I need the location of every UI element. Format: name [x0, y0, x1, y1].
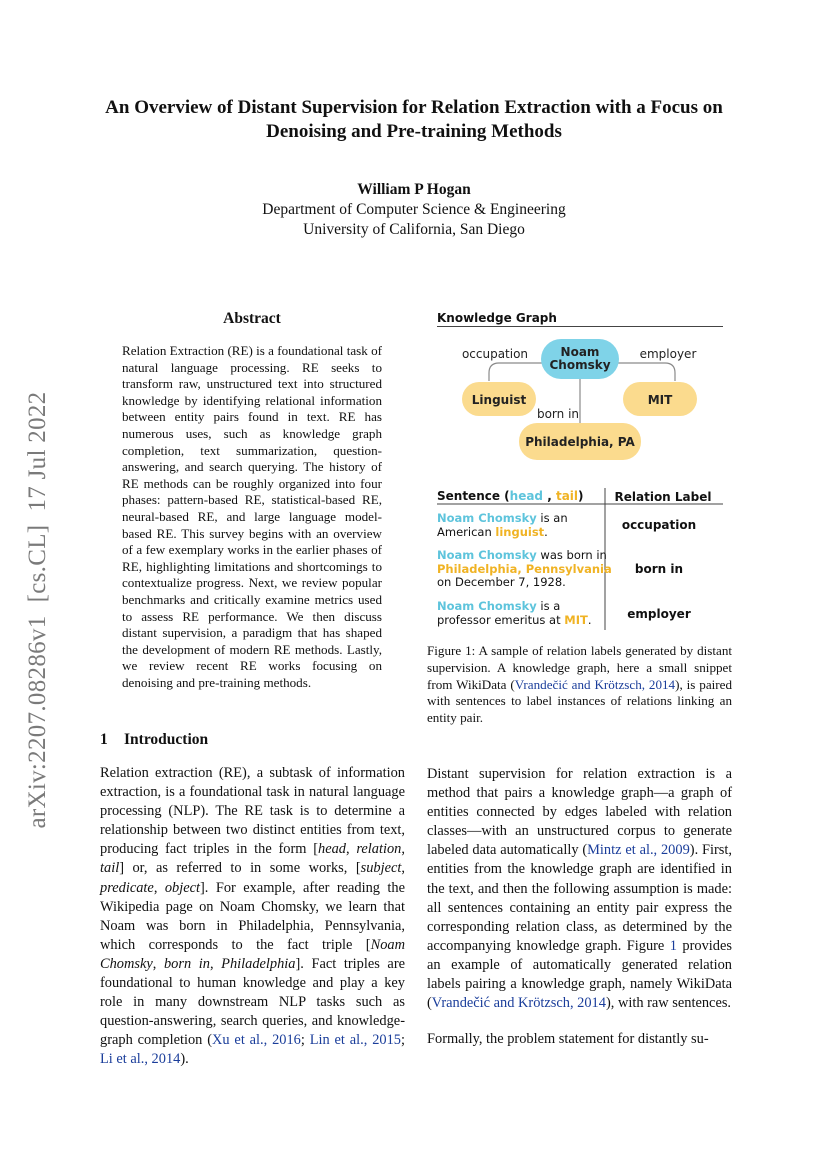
- section-heading: [100, 731, 208, 749]
- node-head-label-1: Noam: [560, 345, 600, 359]
- citation-link[interactable]: Vrandečić and Krötzsch, 2014: [514, 676, 676, 692]
- table-header-sentence: Sentence (head , tail): [437, 489, 584, 503]
- table-row-label: employer: [627, 607, 691, 621]
- paragraph: [427, 765, 732, 1013]
- intro-text: ] or, as referred to in some works, [: [119, 860, 361, 877]
- intro-text: ), with raw sentences.: [605, 995, 732, 1012]
- term-predicate: predicate: [100, 879, 154, 896]
- author-name: William P Hogan: [357, 181, 471, 198]
- table-header-relation-label: Relation Label: [614, 490, 712, 504]
- table-row-sentence: Noam Chomsky is a professor emeritus at MIT.: [437, 599, 592, 627]
- edge-occupation: [489, 363, 543, 381]
- intro-text: provides an example of automatically generated relation labels pairing a knowledge graph, namely WikiData (: [427, 937, 732, 1012]
- node-linguist-label: Linguist: [471, 393, 527, 407]
- citation-link[interactable]: Xu et al., 2016: [212, 1032, 301, 1049]
- punct: ,: [209, 955, 222, 972]
- table-row-sentence: Noam Chomsky is an American linguist.: [437, 511, 568, 539]
- term-object: object: [164, 879, 201, 896]
- punct: ;: [400, 1032, 405, 1049]
- node-head-label-2: Chomsky: [549, 358, 611, 372]
- section-number: 1: [100, 731, 108, 748]
- node-philadelphia-label: Philadelphia, PA: [525, 435, 635, 449]
- punct: ;: [300, 1032, 310, 1049]
- citation-link[interactable]: Lin et al., 2015: [309, 1032, 401, 1049]
- author-block: [200, 180, 628, 240]
- caption-text: ), is paired with sentences to label instances of relations linking an entity pair.: [427, 676, 732, 726]
- term-subject: subject: [360, 860, 402, 877]
- author-department: Department of Computer Science & Engineering: [262, 201, 566, 218]
- abstract-text: Relation Extraction (RE) is a foundational task of natural language processing. RE seeks to transform raw, unstructured text into structured knowledge by identifying relational information between entity pairs found in text. RE has numerous uses, such as knowledge graph completion, text summarization, question-answering, and search querying. The history of RE methods can be roughly organized into four phases: pattern-based RE, statistical-based RE, neural-based RE, and large language model-based RE. This survey begins with an overview of a few exemplary works in the earlier phases of RE, highlighting limitations and shortcomings to contextualize progress. Next, we review popular benchmarks and critically examine metrics used to assess RE performance. We then discuss distant supervision, a paradigm that has shaped the development of modern RE methods. Lastly, we review recent RE works focusing on denoising and pre-training methods.: [122, 343, 382, 690]
- intro-left-column: [100, 764, 405, 1070]
- figure-caption: [427, 643, 732, 727]
- term-head: head: [318, 841, 346, 858]
- example-relation: born in: [163, 955, 210, 972]
- paper-title: An Overview of Distant Supervision for Relation Extraction with a Focus on Denoising and Pre-training Methods: [105, 97, 723, 142]
- punct: ).: [180, 1051, 189, 1068]
- punct: ,: [153, 879, 165, 896]
- punct: ,: [401, 841, 405, 858]
- intro-text: ]. For example, after reading the Wikipedia page on Noam Chomsky, we learn that Noam was born in Philadelphia, Pennsylvania, which corresponds to the fact triple [: [100, 879, 405, 953]
- knowledge-graph-title: Knowledge Graph: [437, 311, 557, 325]
- section-title: Introduction: [124, 731, 209, 748]
- citation-link[interactable]: Mintz et al., 2009: [587, 842, 690, 859]
- node-mit-label: MIT: [647, 393, 673, 407]
- caption-text: Figure 1: A sample of relation labels generated by distant supervision. A knowledge graph, here a small snippet from WikiData (: [427, 643, 732, 692]
- intro-text: Formally, the problem statement for distantly su-: [427, 1031, 709, 1048]
- table-row-sentence: Noam Chomsky was born in Philadelphia, Pennsylvania on December 7, 1928.: [437, 548, 612, 589]
- example-tail: Philadelphia: [221, 955, 296, 972]
- abstract-heading: Abstract: [223, 310, 281, 327]
- intro-text: ]. Fact triples are foundational to human knowledge and play a key role in many downstream NLP tasks such as question-answering, search queries, and knowledge-graph completion (: [100, 955, 405, 1049]
- edge-label-born-in: born in: [536, 407, 580, 421]
- intro-text: Distant supervision for relation extraction is a method that pairs a knowledge graph—a graph of entities connected by edges labeled with relation classes—with an unstructured corpus to generate labeled data automatically (: [427, 766, 732, 859]
- example-head: Noam Chomsky: [100, 936, 405, 972]
- edge-label-occupation: occupation: [461, 347, 529, 361]
- table-row-label: born in: [634, 562, 684, 576]
- punct: ,: [345, 841, 357, 858]
- figure-1: [427, 305, 732, 635]
- paragraph: [427, 1030, 732, 1049]
- edge-label-employer: employer: [639, 347, 697, 361]
- edge-employer: [617, 363, 675, 381]
- term-tail: tail: [100, 860, 120, 877]
- intro-text: Relation extraction (RE), a subtask of information extraction, is a foundational task in natural language processing (NLP). The RE task is to determine a relationship between two distinct entities from text, producing fact triples in the form [: [100, 765, 405, 858]
- arxiv-identifier: arXiv:2207.08286v1 [cs.CL] 17 Jul 2022: [24, 391, 51, 829]
- figure-reference-link[interactable]: 1: [669, 937, 677, 954]
- citation-link[interactable]: Vrandečić and Krötzsch, 2014: [431, 995, 606, 1012]
- table-row-label: occupation: [621, 518, 697, 532]
- term-relation: relation: [356, 841, 402, 858]
- citation-link[interactable]: Li et al., 2014: [100, 1051, 181, 1068]
- punct: ,: [152, 955, 164, 972]
- intro-text: ). First, entities from the knowledge graph are identified in the text, and then the following assumption is made: all sentences containing an entity pair express the corresponding relation class, as determined by the accompanying knowledge graph. Figure: [427, 842, 732, 954]
- intro-right-column: [427, 765, 732, 1066]
- punct: ,: [401, 860, 405, 877]
- author-university: University of California, San Diego: [303, 221, 525, 238]
